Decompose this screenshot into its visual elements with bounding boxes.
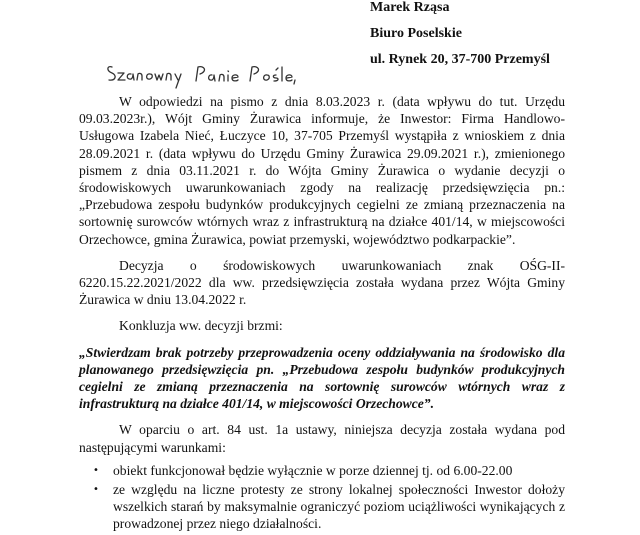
condition-text: ze względu na liczne protesty ze strony lokalnej społeczności Inwestor dołoży wszelkich starań by maksymalnie ograniczyć poziom uciążliwości wynikających z prowadzonej przez niego działalności. [113,482,565,532]
addressee-address: ul. Rynek 20, 37-700 Przemyśl [370,52,550,67]
paragraph-decision: Decyzja o środowiskowych uwarunkowaniach znak OŚG-II-6220.15.22.2021/2022 dla ww. przedsięwzięcia została wydana przez Wójta Gminy Żurawica w dniu 13.04.2022 r. [79,257,565,308]
paragraph-response: W odpowiedzi na pismo z dnia 8.03.2023 r. (data wpływu do tut. Urzędu 09.03.2023r.), Wójt Gminy Żurawica informuje, że Inwestor: Firma Handlowo-Usługowa Izabela Nieć, Łuczyce 10, 37-705 Przemyśl wystąpiła z wnioskiem z dnia 28.09.2021 r. (data wpływu do Urzędu Gminy Żurawica 29.09.2021 r.), zmienionego pismem z dnia 03.11.2021 r. do Wójta Gminy Żurawica o wydanie decyzji o środowiskowych uwarunkowaniach zgody na realizację przedsięwzięcia pn.: „Przebudowa zespołu budynków produkcyjnych cegielni ze zmianą przeznaczenia na sortownię surowców wtórnych wraz z infrastrukturą na działce 401/14, w miejscowości Orzechowce, gmina Żurawica, powiat przemyski, województwo podkarpackie”. [79,94,565,247]
condition-item [79,462,565,479]
paragraph-conditions-intro: W oparciu o art. 84 ust. 1a ustawy, niniejsza decyzja została wydana pod następującymi warunkami: [79,422,565,455]
letter-body [79,93,565,535]
condition-text: obiekt funkcjonował będzie wyłącznie w porze dziennej tj. od 6.00-22.00 [113,462,513,478]
addressee-block [370,0,630,73]
conditions-list [79,462,565,533]
bullet-icon: • [93,464,99,476]
handwritten-salutation-drawing [104,55,304,95]
addressee-office: Biuro Poselskie [370,26,462,41]
bullet-icon: • [93,484,99,496]
handwritten-salutation [104,55,304,95]
paragraph-conclusion-intro: Konkluzja ww. decyzji brzmi: [119,318,283,334]
condition-item [79,481,565,533]
decision-quote: „Stwierdzam brak potrzeby przeprowadzenia oceny oddziaływania na środowisko dla planowanego przedsięwzięcia pn. „Przebudowa zespołu budynków produkcyjnych cegielni ze zmianą przeznaczenia na sortownię surowców wtórnych wraz z infrastrukturą na działce 401/14, w miejscowości Orzechowce”. [79,344,565,412]
addressee-name: Marek Rząsa [370,0,450,15]
